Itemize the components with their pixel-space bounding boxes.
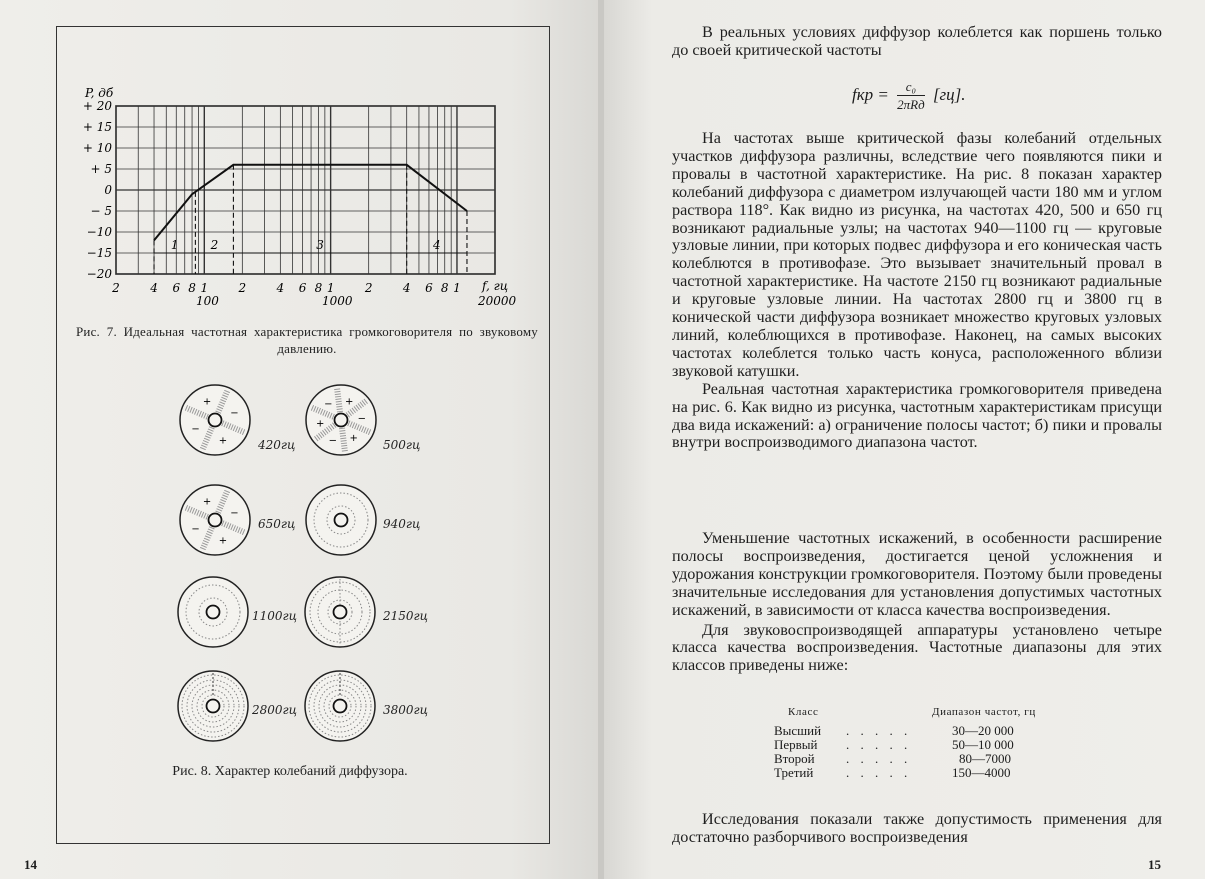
- x-tick-label: 2: [238, 281, 247, 295]
- voice-coil: [335, 514, 348, 527]
- phase-sign: −: [328, 435, 338, 447]
- phase-sign: −: [230, 408, 239, 420]
- table-row: Первый . . . . . 50—10 000: [774, 737, 1014, 752]
- x-tick-label: 4: [150, 281, 158, 295]
- y-tick-label: + 5: [90, 162, 112, 176]
- diagram-500: [306, 385, 376, 455]
- x-tick-label: 1: [200, 281, 209, 295]
- label-3800: 3800гц: [383, 703, 428, 717]
- table-header-class: Класс: [788, 706, 819, 718]
- label-1100: 1100гц: [252, 609, 297, 623]
- x-tick-label: 8: [188, 281, 196, 295]
- x-tick-label: 4: [402, 281, 411, 295]
- label-420: 420гц: [258, 438, 296, 452]
- paragraph-2: На частотах выше критической фазы колебаний отдельных участков диффузора различны, вследствие чего появляются пики и провалы в частотной характеристике. На рис. 8 показан характер колебаний диффузора с диаметром излучающей части 180 мм и углом раствора 118°. Как видно из рисунка, на частотах 420, 500 и 650 гц возникают радиальные узлы; на частотах 940—1100 гц — круговые узловые линии, при которых подвес диффузора и его коническая часть колеблются в противофазе. Это вызывает значительный провал в частотной характеристике. На частоте 2150 гц возникают радиальные и круговые узловые линии. На частотах 2800 гц и 3800 гц в конической части диффузора возникает множество круговых узловых линий, колеблющихся в противофазе. Наконец, на самых высоких частотах колеблется только часть конуса, расположенного вблизи звуковой катушки. Реальная частотная характеристика громкоговорителя приведена на рис. 6. Как видно из рисунка, частотным характеристикам присущи два вида искажений: а) ограничение полосы частот; б) пики и провалы внутри воспроизводимого диапазона частот.: [672, 129, 1162, 452]
- phase-sign: −: [230, 508, 239, 520]
- phase-sign: +: [218, 535, 228, 547]
- formula-lhs: fкр =: [852, 84, 889, 104]
- diagram-2150: [305, 577, 375, 647]
- label-2150: 2150гц: [383, 609, 428, 623]
- page-number-right: 15: [1148, 857, 1161, 872]
- y-tick-label: − 5: [90, 204, 112, 218]
- figure8-caption: Рис. 8. Характер колебаний диффузора.: [172, 764, 408, 779]
- x-tick-label: 6: [298, 281, 307, 295]
- label-500: 500гц: [383, 438, 421, 452]
- phase-sign: +: [349, 432, 358, 444]
- voice-coil: [209, 514, 222, 527]
- diagram-3800: [305, 671, 375, 741]
- phase-sign: +: [344, 396, 354, 408]
- formula-denominator: 2πRд: [897, 97, 925, 112]
- paragraph-1: В реальных условиях диффузор колеблется как поршень только до своей критической частоты: [672, 23, 1162, 59]
- paragraph-5: Для звуковоспроизводящей аппаратуры установлено четыре класса качества воспроизведения. Частотные диапазоны для этих классов приведены ниже:: [672, 620, 1162, 675]
- y-tick-label: + 10: [82, 141, 112, 155]
- phase-sign: −: [191, 523, 200, 535]
- frequency-range-table: [772, 706, 1072, 780]
- y-axis-label: P, дб: [85, 86, 114, 100]
- table-row: Третий . . . . . 150—4000: [774, 765, 1011, 780]
- paragraph-6: Исследования показали также допустимость применения для достаточно разборчивого воспроизведения: [672, 810, 1162, 846]
- voice-coil: [334, 606, 347, 619]
- x-axis-label: f, гц: [482, 279, 509, 293]
- phase-sign: +: [202, 496, 212, 508]
- phase-sign: +: [218, 435, 228, 447]
- y-tick-label: −20: [86, 267, 112, 281]
- x-tick-label: 6: [172, 281, 181, 295]
- phase-sign: −: [324, 399, 333, 411]
- y-tick-label: −10: [86, 225, 112, 239]
- table-header-range: Диапазон частот, гц: [932, 706, 1036, 718]
- diagram-420: [180, 385, 250, 455]
- phase-sign: +: [315, 418, 325, 430]
- label-2800: 2800гц: [252, 703, 297, 717]
- decade-label-1000: 1000: [322, 294, 353, 308]
- phase-sign: −: [191, 423, 200, 435]
- diffuser-vibration-diagrams: [0, 0, 600, 760]
- region-label: 1: [170, 238, 179, 252]
- diagram-2800: [178, 671, 248, 741]
- diagram-650: [180, 485, 250, 555]
- x-tick-label: 1: [326, 281, 335, 295]
- voice-coil: [334, 700, 347, 713]
- x-tick-label: 6: [425, 281, 433, 295]
- y-tick-label: + 15: [82, 120, 112, 134]
- page-number-left: 14: [24, 857, 37, 872]
- x-tick-label: 2: [364, 281, 373, 295]
- paragraph-4: Уменьшение частотных искажений, в особенности расширение полосы воспроизведения, достигается ценой усложнения и удорожания конструкции громкоговорителя. Поэтому были проведены значительные исследования для установления допустимых частотных искажений, в зависимости от класса качества воспроизведения. Для звуковоспроизводящей аппаратуры установлено четыре класса качества воспроизведения. Частотные диапазоны для этих классов приведены ниже:: [672, 529, 1162, 675]
- phase-sign: −: [357, 413, 367, 425]
- decade-label-20000: 20000: [478, 294, 517, 308]
- critical-frequency-formula: [852, 79, 966, 113]
- diagram-1100: [178, 577, 248, 647]
- voice-coil: [335, 414, 348, 427]
- paragraph-3: Реальная частотная характеристика громкоговорителя приведена на рис. 6. Как видно из рисунка, частотным характеристикам присущи два вида искажений: а) ограничение полосы частот; б) пики и провалы внутри воспроизводимого диапазона частот.: [672, 379, 1162, 452]
- x-tick-label: 2: [112, 281, 120, 295]
- y-tick-label: −15: [86, 246, 112, 260]
- label-940: 940гц: [383, 517, 421, 531]
- voice-coil: [207, 700, 220, 713]
- y-tick-label: + 20: [82, 99, 112, 113]
- decade-label-100: 100: [196, 294, 219, 308]
- voice-coil: [209, 414, 222, 427]
- x-tick-label: 4: [276, 281, 285, 295]
- y-tick-label: 0: [104, 183, 112, 197]
- x-tick-label: 1: [453, 281, 461, 295]
- voice-coil: [207, 606, 220, 619]
- x-tick-label: 8: [440, 281, 449, 295]
- region-label: 4: [433, 238, 441, 252]
- figure7-caption: Рис. 7. Идеальная частотная характеристика громкоговорителя по звуковому давлению.: [76, 324, 538, 356]
- x-tick-label: 8: [314, 281, 323, 295]
- table-row: Высший . . . . . 30—20 000: [774, 723, 1014, 738]
- diagram-940: [306, 485, 376, 555]
- region-label: 3: [316, 238, 324, 252]
- formula-unit: [гц].: [932, 84, 966, 104]
- table-row: Второй . . . . . 80—7000: [774, 751, 1011, 766]
- region-label: 2: [210, 238, 219, 252]
- phase-sign: +: [202, 396, 212, 408]
- label-650: 650гц: [258, 517, 296, 531]
- formula-numerator: c₀: [897, 79, 925, 96]
